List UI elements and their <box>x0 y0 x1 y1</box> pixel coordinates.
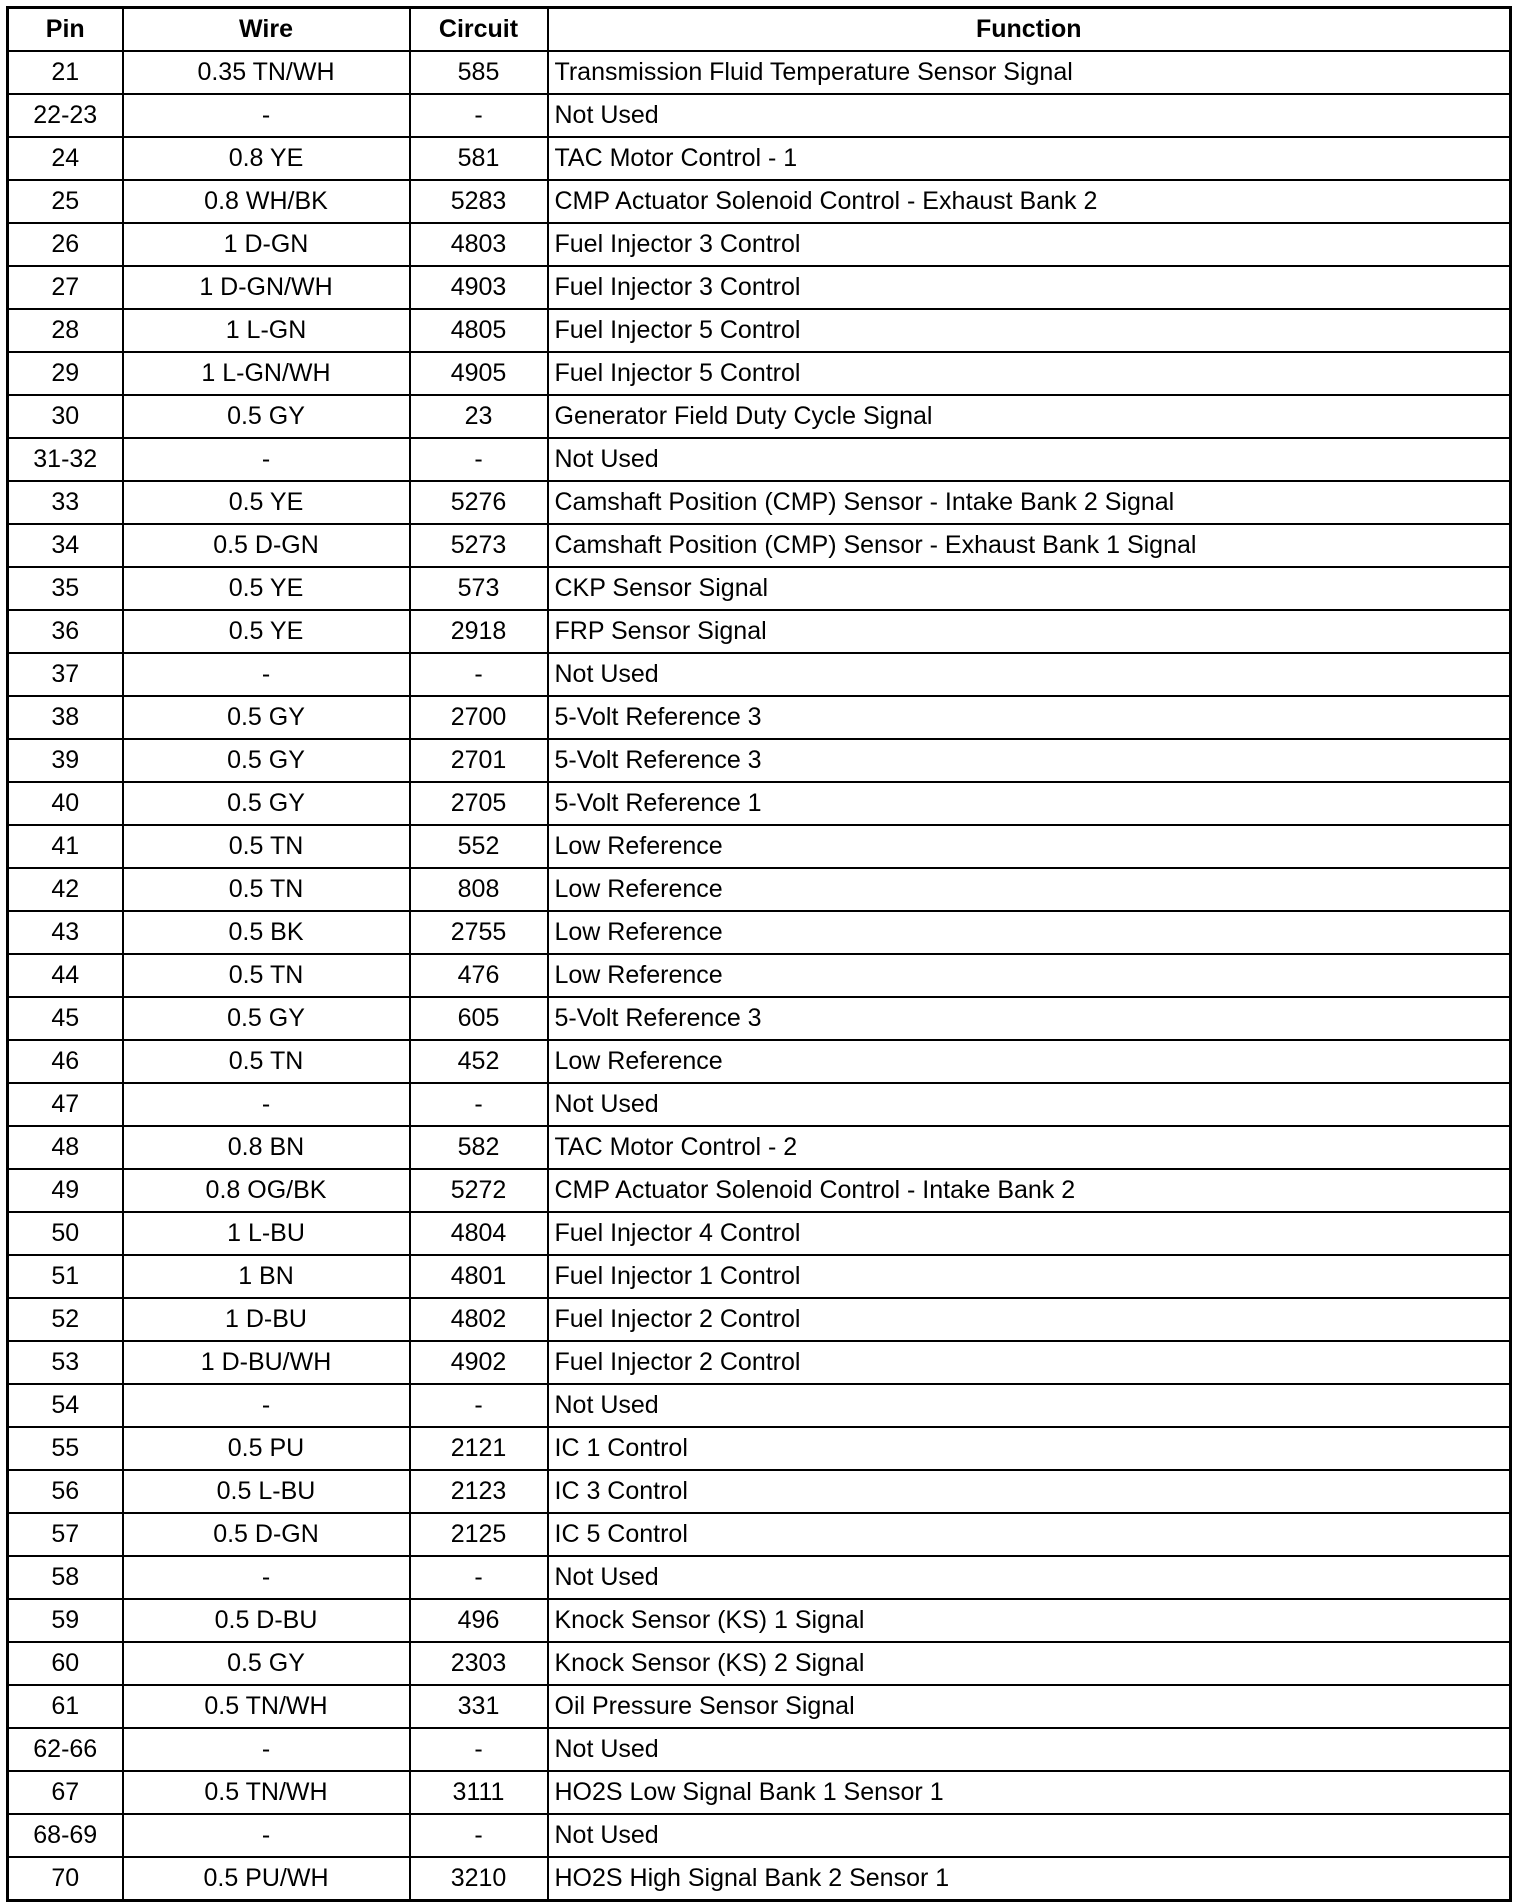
wire-cell: 0.5 GY <box>123 1642 410 1685</box>
circuit-cell: 552 <box>410 825 548 868</box>
table-row <box>8 567 1511 610</box>
function-cell: Low Reference <box>548 1040 1511 1083</box>
function-cell: Not Used <box>548 1556 1511 1599</box>
circuit-cell: 582 <box>410 1126 548 1169</box>
pin-cell: 57 <box>8 1513 123 1556</box>
table-row <box>8 653 1511 696</box>
function-cell: Fuel Injector 3 Control <box>548 266 1511 309</box>
pin-cell: 24 <box>8 137 123 180</box>
wire-cell: 0.5 D-BU <box>123 1599 410 1642</box>
function-cell: Knock Sensor (KS) 1 Signal <box>548 1599 1511 1642</box>
wire-cell: 0.5 GY <box>123 782 410 825</box>
wire-cell: 0.5 GY <box>123 696 410 739</box>
table-header-row <box>8 8 1511 52</box>
circuit-cell: - <box>410 1728 548 1771</box>
circuit-cell: 331 <box>410 1685 548 1728</box>
wire-cell: - <box>123 653 410 696</box>
table-row <box>8 868 1511 911</box>
wire-cell: 0.5 D-GN <box>123 524 410 567</box>
circuit-cell: - <box>410 1814 548 1857</box>
pin-cell: 22-23 <box>8 94 123 137</box>
circuit-cell: 5273 <box>410 524 548 567</box>
circuit-cell: 5283 <box>410 180 548 223</box>
pin-cell: 67 <box>8 1771 123 1814</box>
pin-cell: 44 <box>8 954 123 997</box>
function-cell: CKP Sensor Signal <box>548 567 1511 610</box>
circuit-cell: 2303 <box>410 1642 548 1685</box>
pin-cell: 68-69 <box>8 1814 123 1857</box>
wire-cell: 0.5 TN/WH <box>123 1771 410 1814</box>
function-cell: HO2S High Signal Bank 2 Sensor 1 <box>548 1857 1511 1901</box>
wire-cell: 0.5 TN/WH <box>123 1685 410 1728</box>
function-cell: Not Used <box>548 1728 1511 1771</box>
circuit-cell: 573 <box>410 567 548 610</box>
pin-cell: 33 <box>8 481 123 524</box>
circuit-cell: 2121 <box>410 1427 548 1470</box>
pin-cell: 59 <box>8 1599 123 1642</box>
pin-cell: 53 <box>8 1341 123 1384</box>
circuit-cell: 5272 <box>410 1169 548 1212</box>
circuit-cell: 4902 <box>410 1341 548 1384</box>
table-row <box>8 1556 1511 1599</box>
circuit-cell: 585 <box>410 51 548 94</box>
function-cell: 5-Volt Reference 3 <box>548 696 1511 739</box>
circuit-cell: 4802 <box>410 1298 548 1341</box>
pin-cell: 34 <box>8 524 123 567</box>
pin-column-header: Pin <box>8 8 123 52</box>
wire-cell: - <box>123 1814 410 1857</box>
wire-cell: 0.5 GY <box>123 739 410 782</box>
function-cell: CMP Actuator Solenoid Control - Exhaust Bank 2 <box>548 180 1511 223</box>
function-cell: Generator Field Duty Cycle Signal <box>548 395 1511 438</box>
function-cell: Not Used <box>548 94 1511 137</box>
pin-cell: 38 <box>8 696 123 739</box>
function-cell: Transmission Fluid Temperature Sensor Signal <box>548 51 1511 94</box>
function-cell: Not Used <box>548 1384 1511 1427</box>
wire-cell: 0.5 TN <box>123 954 410 997</box>
wire-cell: 0.35 TN/WH <box>123 51 410 94</box>
table-row <box>8 51 1511 94</box>
circuit-cell: - <box>410 94 548 137</box>
pin-cell: 45 <box>8 997 123 1040</box>
pin-cell: 62-66 <box>8 1728 123 1771</box>
table-row <box>8 1126 1511 1169</box>
pin-cell: 51 <box>8 1255 123 1298</box>
wire-cell: 1 D-BU/WH <box>123 1341 410 1384</box>
circuit-cell: 2705 <box>410 782 548 825</box>
table-row <box>8 1470 1511 1513</box>
table-row <box>8 911 1511 954</box>
pin-cell: 61 <box>8 1685 123 1728</box>
wire-cell: 1 D-GN <box>123 223 410 266</box>
function-cell: Not Used <box>548 438 1511 481</box>
wire-cell: 0.5 L-BU <box>123 1470 410 1513</box>
pin-cell: 54 <box>8 1384 123 1427</box>
pin-cell: 29 <box>8 352 123 395</box>
wire-cell: 0.5 TN <box>123 1040 410 1083</box>
circuit-cell: 452 <box>410 1040 548 1083</box>
wire-cell: 0.5 TN <box>123 868 410 911</box>
function-cell: IC 5 Control <box>548 1513 1511 1556</box>
wire-cell: - <box>123 1083 410 1126</box>
function-cell: TAC Motor Control - 1 <box>548 137 1511 180</box>
table-row <box>8 137 1511 180</box>
table-row <box>8 352 1511 395</box>
table-row <box>8 1083 1511 1126</box>
wire-cell: 1 L-GN <box>123 309 410 352</box>
circuit-cell: 4805 <box>410 309 548 352</box>
wire-cell: - <box>123 438 410 481</box>
table-row <box>8 266 1511 309</box>
function-cell: Fuel Injector 1 Control <box>548 1255 1511 1298</box>
pin-cell: 31-32 <box>8 438 123 481</box>
pin-cell: 52 <box>8 1298 123 1341</box>
table-row <box>8 1427 1511 1470</box>
function-cell: Fuel Injector 2 Control <box>548 1298 1511 1341</box>
circuit-cell: 2701 <box>410 739 548 782</box>
wire-cell: - <box>123 1384 410 1427</box>
pin-cell: 60 <box>8 1642 123 1685</box>
function-cell: HO2S Low Signal Bank 1 Sensor 1 <box>548 1771 1511 1814</box>
table-body <box>8 51 1511 1901</box>
table-row <box>8 739 1511 782</box>
circuit-cell: 2700 <box>410 696 548 739</box>
circuit-cell: - <box>410 438 548 481</box>
wire-cell: 1 BN <box>123 1255 410 1298</box>
table-row <box>8 1685 1511 1728</box>
wire-cell: 0.8 OG/BK <box>123 1169 410 1212</box>
circuit-cell: 23 <box>410 395 548 438</box>
table-row <box>8 1384 1511 1427</box>
function-cell: Low Reference <box>548 825 1511 868</box>
circuit-cell: 4905 <box>410 352 548 395</box>
table-row <box>8 1771 1511 1814</box>
circuit-cell: 2918 <box>410 610 548 653</box>
pin-cell: 56 <box>8 1470 123 1513</box>
table-row <box>8 438 1511 481</box>
wire-cell: 0.5 BK <box>123 911 410 954</box>
function-cell: CMP Actuator Solenoid Control - Intake Bank 2 <box>548 1169 1511 1212</box>
table-row <box>8 1169 1511 1212</box>
function-cell: Camshaft Position (CMP) Sensor - Exhaust Bank 1 Signal <box>548 524 1511 567</box>
pin-cell: 37 <box>8 653 123 696</box>
pin-cell: 28 <box>8 309 123 352</box>
function-cell: Low Reference <box>548 954 1511 997</box>
table-row <box>8 1513 1511 1556</box>
wire-cell: 0.5 D-GN <box>123 1513 410 1556</box>
table-row <box>8 481 1511 524</box>
connector-pinout-table <box>6 6 1512 1902</box>
function-cell: Knock Sensor (KS) 2 Signal <box>548 1642 1511 1685</box>
function-cell: Fuel Injector 2 Control <box>548 1341 1511 1384</box>
table-row <box>8 1212 1511 1255</box>
function-cell: Camshaft Position (CMP) Sensor - Intake Bank 2 Signal <box>548 481 1511 524</box>
wire-cell: 0.5 GY <box>123 395 410 438</box>
table-row <box>8 696 1511 739</box>
circuit-cell: 3111 <box>410 1771 548 1814</box>
table-row <box>8 610 1511 653</box>
wire-cell: 0.8 YE <box>123 137 410 180</box>
circuit-cell: - <box>410 653 548 696</box>
pin-cell: 46 <box>8 1040 123 1083</box>
pin-cell: 36 <box>8 610 123 653</box>
table-row <box>8 309 1511 352</box>
pin-cell: 40 <box>8 782 123 825</box>
table-row <box>8 1642 1511 1685</box>
pin-cell: 41 <box>8 825 123 868</box>
table-row <box>8 1599 1511 1642</box>
table-row <box>8 1040 1511 1083</box>
wire-cell: 1 D-GN/WH <box>123 266 410 309</box>
wire-cell: 0.5 PU/WH <box>123 1857 410 1901</box>
table-row <box>8 1255 1511 1298</box>
function-cell: FRP Sensor Signal <box>548 610 1511 653</box>
pin-cell: 35 <box>8 567 123 610</box>
circuit-cell: 4801 <box>410 1255 548 1298</box>
function-column-header: Function <box>548 8 1511 52</box>
function-cell: IC 1 Control <box>548 1427 1511 1470</box>
pin-cell: 21 <box>8 51 123 94</box>
function-cell: IC 3 Control <box>548 1470 1511 1513</box>
function-cell: 5-Volt Reference 3 <box>548 739 1511 782</box>
circuit-cell: 2123 <box>410 1470 548 1513</box>
pin-cell: 49 <box>8 1169 123 1212</box>
pin-cell: 26 <box>8 223 123 266</box>
circuit-cell: 5276 <box>410 481 548 524</box>
wire-column-header: Wire <box>123 8 410 52</box>
function-cell: Low Reference <box>548 868 1511 911</box>
function-cell: 5-Volt Reference 1 <box>548 782 1511 825</box>
wire-cell: 1 D-BU <box>123 1298 410 1341</box>
circuit-cell: 2125 <box>410 1513 548 1556</box>
pin-cell: 39 <box>8 739 123 782</box>
wire-cell: 0.5 PU <box>123 1427 410 1470</box>
function-cell: Oil Pressure Sensor Signal <box>548 1685 1511 1728</box>
circuit-column-header: Circuit <box>410 8 548 52</box>
function-cell: 5-Volt Reference 3 <box>548 997 1511 1040</box>
wire-cell: 0.5 YE <box>123 610 410 653</box>
circuit-cell: 581 <box>410 137 548 180</box>
table-row <box>8 997 1511 1040</box>
wire-cell: 0.8 WH/BK <box>123 180 410 223</box>
pin-cell: 27 <box>8 266 123 309</box>
pin-cell: 70 <box>8 1857 123 1901</box>
pin-cell: 30 <box>8 395 123 438</box>
circuit-cell: 4804 <box>410 1212 548 1255</box>
wire-cell: 0.5 YE <box>123 567 410 610</box>
table-row <box>8 94 1511 137</box>
circuit-cell: 2755 <box>410 911 548 954</box>
wire-cell: 0.5 GY <box>123 997 410 1040</box>
pin-cell: 55 <box>8 1427 123 1470</box>
wire-cell: 1 L-GN/WH <box>123 352 410 395</box>
table-row <box>8 1341 1511 1384</box>
table-row <box>8 223 1511 266</box>
wire-cell: 0.5 YE <box>123 481 410 524</box>
table-row <box>8 1298 1511 1341</box>
table-row <box>8 180 1511 223</box>
pin-cell: 25 <box>8 180 123 223</box>
wire-cell: - <box>123 1728 410 1771</box>
function-cell: Not Used <box>548 1083 1511 1126</box>
circuit-cell: - <box>410 1083 548 1126</box>
table-row <box>8 1728 1511 1771</box>
circuit-cell: 4903 <box>410 266 548 309</box>
wire-cell: - <box>123 94 410 137</box>
pin-cell: 58 <box>8 1556 123 1599</box>
function-cell: Not Used <box>548 653 1511 696</box>
table-row <box>8 954 1511 997</box>
pin-cell: 43 <box>8 911 123 954</box>
circuit-cell: - <box>410 1556 548 1599</box>
function-cell: Low Reference <box>548 911 1511 954</box>
function-cell: TAC Motor Control - 2 <box>548 1126 1511 1169</box>
function-cell: Fuel Injector 5 Control <box>548 309 1511 352</box>
circuit-cell: 605 <box>410 997 548 1040</box>
wire-cell: 0.5 TN <box>123 825 410 868</box>
table-row <box>8 1857 1511 1901</box>
function-cell: Fuel Injector 5 Control <box>548 352 1511 395</box>
pin-cell: 42 <box>8 868 123 911</box>
table-row <box>8 1814 1511 1857</box>
circuit-cell: 3210 <box>410 1857 548 1901</box>
circuit-cell: 4803 <box>410 223 548 266</box>
circuit-cell: 496 <box>410 1599 548 1642</box>
pin-cell: 48 <box>8 1126 123 1169</box>
pin-cell: 47 <box>8 1083 123 1126</box>
pin-cell: 50 <box>8 1212 123 1255</box>
table-row <box>8 395 1511 438</box>
table-row <box>8 825 1511 868</box>
wire-cell: 1 L-BU <box>123 1212 410 1255</box>
circuit-cell: - <box>410 1384 548 1427</box>
function-cell: Fuel Injector 4 Control <box>548 1212 1511 1255</box>
function-cell: Not Used <box>548 1814 1511 1857</box>
table-row <box>8 782 1511 825</box>
wire-cell: 0.8 BN <box>123 1126 410 1169</box>
table-row <box>8 524 1511 567</box>
function-cell: Fuel Injector 3 Control <box>548 223 1511 266</box>
wire-cell: - <box>123 1556 410 1599</box>
circuit-cell: 476 <box>410 954 548 997</box>
circuit-cell: 808 <box>410 868 548 911</box>
